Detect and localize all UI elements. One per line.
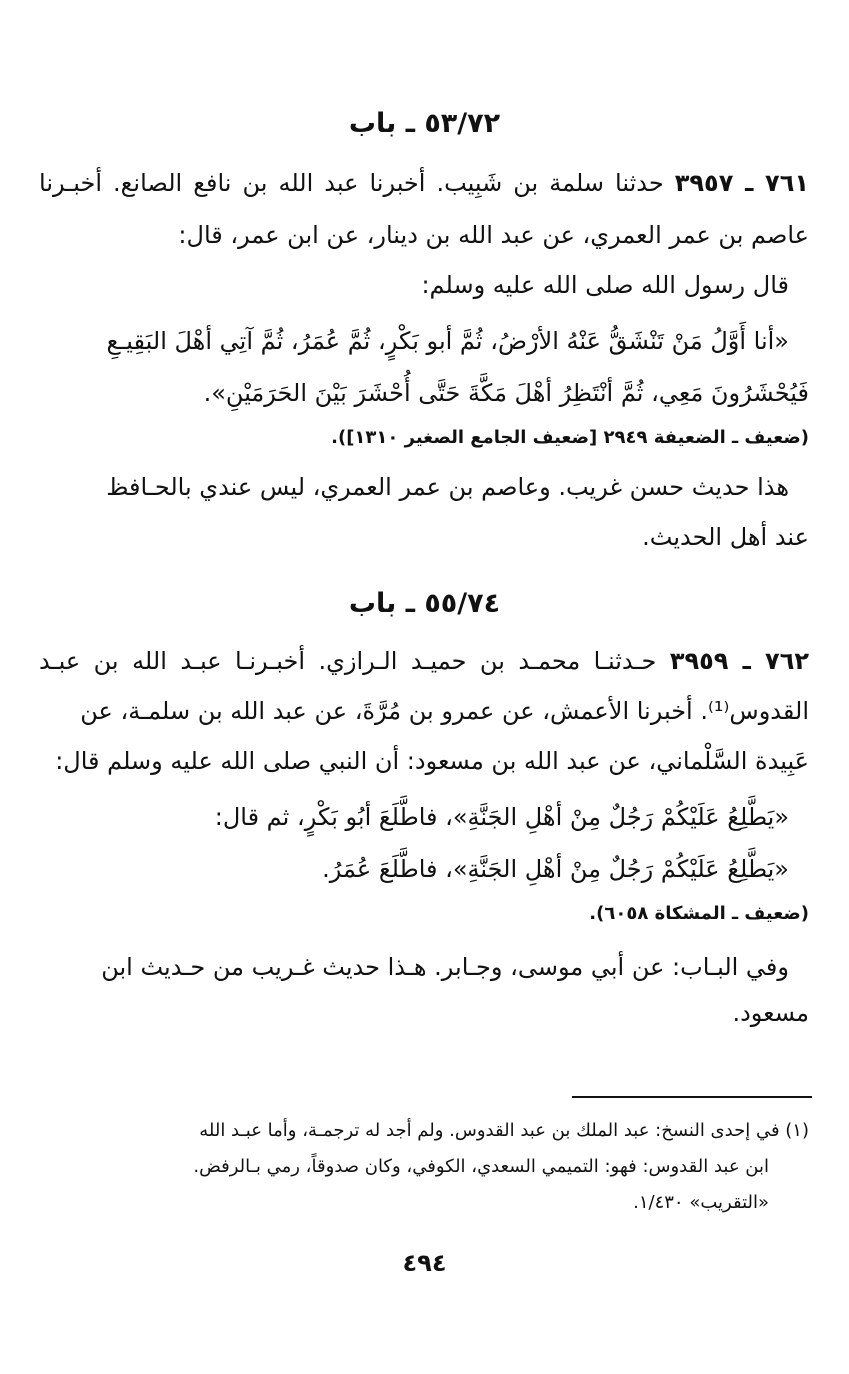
- commentary-line: مسعود.: [732, 999, 809, 1027]
- hadith-isnad-line: [39, 644, 809, 678]
- commentary-line: هذا حديث حسن غريب. وعاصم بن عمر العمري، ليس عندي بالحـافظ: [106, 473, 789, 501]
- hadith-quote-line: «يَطَّلِعُ عَلَيْكُمْ رَجُلٌ مِنْ أهْلِ الجَنَّةِ»، فاطَّلَعَ أبُو بَكْرٍ، ثم قال:: [214, 803, 789, 831]
- page-number: ٤٩٤: [402, 1249, 447, 1277]
- hadith-quote-line: «أنا أَوَّلُ مَنْ تَنْشَقُّ عَنْهُ الأرْضُ، ثُمَّ أبو بَكْرٍ، ثُمَّ عُمَرُ، ثُمَّ آتِي أهْلَ البَقِيـعِ: [106, 327, 789, 355]
- hadith-isnad-line: [39, 166, 809, 200]
- hadith-number: ٧٦١ ـ ٣٩٥٧: [674, 169, 809, 197]
- isnad-line: القدوس⁽¹⁾. أخبرنا الأعمش، عن عمرو بن مُرَّةَ، عن عبد الله بن سلمـة، عن: [80, 697, 809, 725]
- grading-note: (ضعيف ـ المشكاة ٦٠٥٨).: [589, 903, 809, 924]
- isnad-line: عَبِيدة السَّلْماني، عن عبد الله بن مسعود: أن النبي صلى الله عليه وسلم قال:: [55, 747, 809, 775]
- chapter-heading: ٥٥/٧٤ ـ باب: [348, 588, 501, 619]
- footnote-line: (١) في إحدى النسخ: عبد الملك بن عبد القدوس. ولم أجد له ترجمـة، وأما عبـد الله: [199, 1120, 809, 1141]
- footnote-line: «التقريب» ١/٤٣٠.: [633, 1192, 769, 1213]
- isnad-line: عاصم بن عمر العمري، عن عبد الله بن دينار، عن ابن عمر، قال:: [178, 221, 809, 249]
- grading-note: (ضعيف ـ الضعيفة ٢٩٤٩ [ضعيف الجامع الصغير ١٣١٠]).: [331, 427, 809, 448]
- chapter-heading: ٥٣/٧٢ ـ باب: [348, 108, 501, 139]
- footnote-separator: [572, 1096, 812, 1098]
- isnad-text: حـدثنـا محمـد بن حميـد الـرازي. أخبـرنـا عبـد الله بن عبـد: [39, 647, 657, 675]
- isnad-text: حدثنا سلمة بن شَبِيب. أخبرنا عبد الله بن نافع الصانع. أخبـرنا: [39, 169, 664, 197]
- commentary-line: وفي البـاب: عن أبي موسى، وجـابر. هـذا حديث غـريب من حـديث ابن: [101, 953, 789, 981]
- commentary-line: عند أهل الحديث.: [642, 523, 809, 551]
- hadith-quote-line: فَيُحْشَرُونَ مَعِي، ثُمَّ أنْتَظِرُ أهْلَ مَكَّةَ حَتَّى أُحْشَرَ بَيْنَ الحَرَمَيْنِ».: [203, 379, 809, 407]
- matn-intro-line: قال رسول الله صلى الله عليه وسلم:: [421, 271, 789, 299]
- hadith-quote-line: «يَطَّلِعُ عَلَيْكُمْ رَجُلٌ مِنْ أهْلِ الجَنَّةِ»، فاطَّلَعَ عُمَرُ.: [322, 855, 789, 883]
- footnote-line: ابن عبد القدوس: فهو: التميمي السعدي، الكوفي، وكان صدوقاً، رمي بـالرفض.: [193, 1156, 769, 1177]
- hadith-number: ٧٦٢ ـ ٣٩٥٩: [669, 647, 809, 675]
